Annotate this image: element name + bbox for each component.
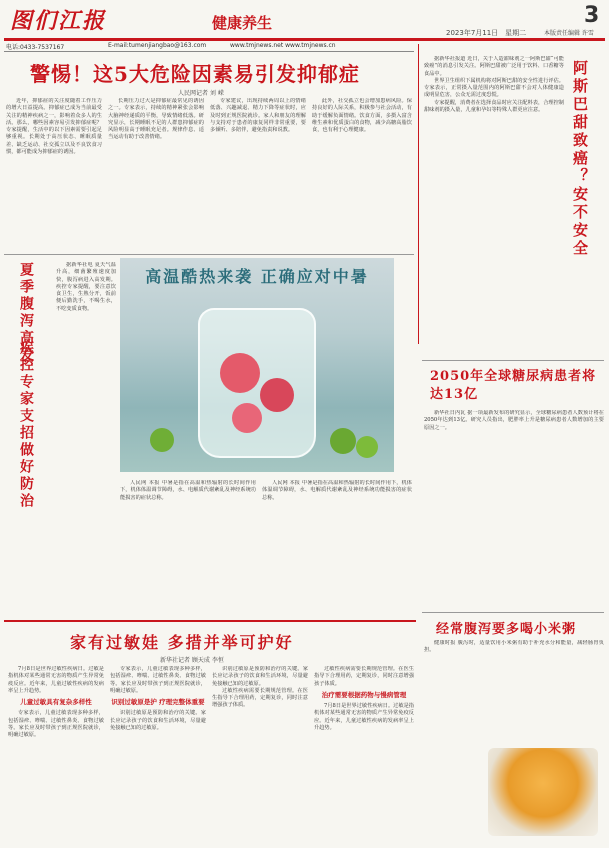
allergy-column-2: 专家表示，儿童过敏表现多种多样，包括湿疹、哮喘、过敏性鼻炎、食物过敏等。家长应及时带孩子到正规医院就诊，明确过敏原。 识别过敏原是护 疗理完整体重要 识别过敏原是预防和治疗的关键。家长应记录孩子的饮食和生活环境，尽量避免接触已知的过敏原。: [110, 666, 206, 732]
allergy-column-4: 过敏性疾病需要长期规范管理。在医生指导下合理用药，定期复诊，同时注意增强孩子体质。 治疗需要根据药物与慢病管理 7月8日是世界过敏性疾病日。过敏是指机体对某些通常无害的物质产生异常免疫反应。近年来，儿童过敏性疾病的发病率呈上升趋势。: [314, 666, 414, 732]
header-rule: [4, 38, 605, 41]
newspaper-logo: 图们江报: [10, 8, 107, 34]
section-name: 健康养生: [212, 14, 273, 32]
heatstroke-text-2: 人民网 本报 中暑是指在高温和热辐射的长时间作用下，机体体温调节障碍，水、电解质代谢紊乱及神经系统功能损害的症状总称。: [262, 480, 412, 501]
lime: [150, 428, 174, 452]
issue-date: 2023年7月11日 星期二: [446, 29, 527, 37]
allergy-subhead-1: 儿童过敏具有复杂多样性: [20, 698, 92, 707]
lead-column-2: 长期压力过大是抑郁症最常见的诱因之一。专家表示，持续的精神紧张会影响大脑神经递质的平衡，导致情绪低落。研究显示，长期睡眠不足的人群患抑郁症的风险明显高于睡眠充足者。规律作息、适当运动有助于改善情绪。: [108, 98, 204, 141]
lead-bottom-rule: [4, 254, 414, 255]
lead-column-4: 此外，社交孤立也会增加患病风险。保持良好的人际关系，积极参与社会活动，有助于缓解负面情绪。饮食方面，多摄入富含维生素和优质蛋白的食物，减少高糖高脂饮食，也有利于心理健康。: [312, 98, 412, 134]
contact-email: E-mail:tumenjiangbao@163.com: [108, 42, 207, 49]
section-divider: [422, 360, 604, 361]
allergy-byline: 新华社记者 顾天成 李恒: [160, 657, 224, 664]
lime: [356, 436, 378, 458]
heatstroke-headline: 高温酷热来袭 正确应对中暑: [145, 267, 369, 286]
bottom-section-rule: [4, 620, 416, 622]
lead-headline: 警惕！这5大危险因素易引发抑郁症: [30, 62, 360, 86]
porridge-article-text: 健康时报 腹泻时，适量饮用小米粥有助于补充水分和能量，减轻肠胃负担。: [424, 640, 604, 654]
heatstroke-photo: [120, 258, 394, 472]
porridge-headline: 经常腹泻要多喝小米粥: [436, 622, 577, 637]
heatstroke-text-1: 人民网 本报 中暑是指在高温和热辐射的长时间作用下，机体体温调节障碍，水、电解质代谢紊乱及神经系统功能损害的症状总称。: [120, 480, 256, 501]
contact-web: www.tmjnews.net www.tmjnews.cn: [230, 42, 336, 49]
lime: [330, 428, 356, 454]
millet-porridge-photo: [488, 748, 598, 836]
page-number: 3: [584, 3, 600, 28]
allergy-subhead-3: 治疗需要根据药物与慢病管理: [321, 690, 407, 699]
watermelon-ball: [220, 353, 260, 393]
contact-phone: 电话:0433-7537167: [6, 44, 65, 51]
editor-credit: 本版责任编辑 许雪: [544, 30, 594, 37]
section-divider-2: [422, 612, 604, 613]
allergy-column-3: 识别过敏原是预防和治疗的关键。家长应记录孩子的饮食和生活环境，尽量避免接触已知的过敏原。 过敏性疾病需要长期规范管理。在医生指导下合理用药，定期复诊，同时注意增强孩子体质。: [212, 666, 308, 709]
diarrhea-headline-part1: 夏季腹泻高发: [18, 262, 34, 364]
diarrhea-article-text: 据新华社电 夏天气温升高，细菌繁殖速度加快，腹泻病进入高发期。疾控专家提醒，要注意饮食卫生，生熟分开，饭前便后勤洗手，不喝生水，不吃变质食物。: [56, 262, 116, 312]
diabetes-headline: 2050年全球糖尿病患者将达13亿: [430, 369, 597, 402]
watermelon-ball: [260, 378, 294, 412]
allergy-headline: 家有过敏娃 多措并举可护好: [70, 633, 294, 652]
lead-column-3: 专家建议，出现持续两周以上的情绪低落、兴趣减退、精力下降等症状时，应及时到正规医院就诊。家人和朋友的理解与支持对于患者的康复同样非常重要，要多倾听、多陪伴，避免指责和说教。: [210, 98, 306, 134]
watermelon-ball: [232, 403, 262, 433]
lead-byline: 人民网记者 刘 嵘: [178, 90, 224, 97]
allergy-subhead-2: 识别过敏原是护 疗理完整体重要: [111, 698, 205, 707]
lead-column-1: 近年，抑郁症的关注度随着工作压力的增大日益提高。抑郁症已成为当前最受关注的精神疾病之一，影响着众多人的生活。那么，哪些因素容易引发抑郁症呢？专家提醒，生活中的以下因素需要引起足够重视。长期处于高压状态、睡眠质量差、缺乏运动、社交孤立以及不良饮食习惯，都可能成为抑郁症的诱因。: [6, 98, 102, 156]
diarrhea-headline-part2: 疾控专家支招做好防治: [18, 340, 34, 510]
right-article-text: 据新华社报道 近日，关于人造甜味剂之一阿斯巴甜“可能致癌”的消息引发关注。阿斯巴甜被广泛用于饮料、口香糖等食品中。 世界卫生组织下属机构将对阿斯巴甜的安全性进行评估。专家表示，正常摄入量范围内的阿斯巴甜不会对人体健康造成明显危害，公众无需过度恐慌。 专家提醒，消费者在选择食品时应关注配料表，合理控制甜味剂的摄入量，儿童和孕妇等特殊人群更应注意。: [424, 56, 564, 114]
column-divider: [418, 44, 419, 344]
sub-rule: [4, 51, 414, 52]
allergy-column-1: 7月8日是世界过敏性疾病日。过敏是指机体对某些通常无害的物质产生异常免疫反应。近年来，儿童过敏性疾病的发病率呈上升趋势。 儿童过敏具有复杂多样性 专家表示，儿童过敏表现多种多样，包括湿疹、哮喘、过敏性鼻炎、食物过敏等。家长应及时带孩子到正规医院就诊，明确过敏原。: [8, 666, 104, 739]
diabetes-article-text: 新华社日内瓦 据一项最新发布的研究显示，全球糖尿病患者人数预计将在2050年达到13亿。研究人员指出，肥胖率上升是糖尿病患者人数增加的主要原因之一。: [424, 410, 604, 431]
right-article-headline: 阿斯巴甜致癌？安不安全: [571, 60, 589, 258]
